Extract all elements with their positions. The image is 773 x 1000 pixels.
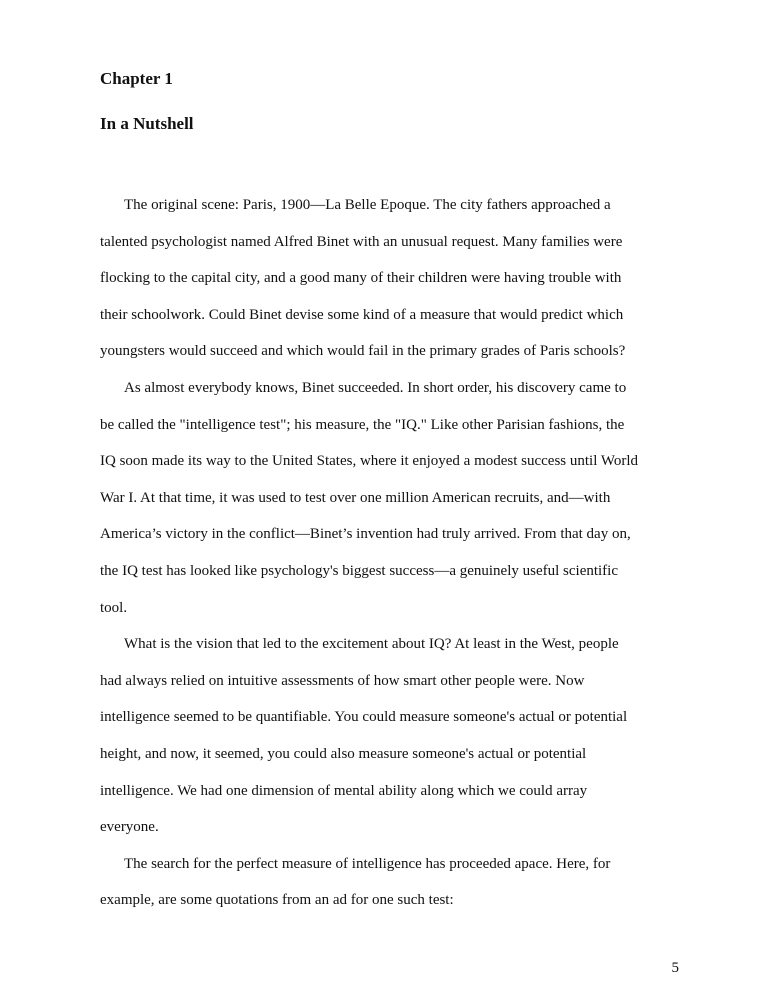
- text-line: their schoolwork. Could Binet devise some kind of a measure that would predict which: [100, 306, 624, 323]
- text-line: intelligence seemed to be quantifiable. You could measure someone's actual or potential: [100, 709, 628, 726]
- text-line: talented psychologist named Alfred Binet with an unusual request. Many families were: [100, 233, 623, 250]
- text-line: height, and now, it seemed, you could also measure someone's actual or potential: [100, 745, 587, 762]
- page-number: 5: [671, 960, 679, 976]
- text-line: intelligence. We had one dimension of mental ability along which we could array: [100, 782, 588, 799]
- text-line: the IQ test has looked like psychology's biggest success—a genuinely useful scientific: [100, 562, 619, 579]
- text-line: War I. At that time, it was used to test over one million American recruits, and—with: [100, 489, 611, 506]
- text-line: flocking to the capital city, and a good many of their children were having trouble with: [100, 270, 622, 287]
- text-line: be called the "intelligence test"; his measure, the "IQ." Like other Parisian fashions, the: [100, 416, 625, 433]
- body-text: [100, 187, 680, 919]
- text-line: The search for the perfect measure of intelligence has proceeded apace. Here, for: [124, 855, 611, 872]
- text-line: tool.: [100, 599, 128, 616]
- text-line: example, are some quotations from an ad for one such test:: [100, 892, 454, 909]
- text-line: The original scene: Paris, 1900—La Belle Epoque. The city fathers approached a: [124, 197, 611, 213]
- text-line: youngsters would succeed and which would fail in the primary grades of Paris schools?: [100, 343, 626, 360]
- text-line: had always relied on intuitive assessments of how smart other people were. Now: [100, 672, 585, 689]
- text-line: As almost everybody knows, Binet succeeded. In short order, his discovery came to: [124, 379, 627, 396]
- text-line: IQ soon made its way to the United States, where it enjoyed a modest success until World: [100, 453, 638, 470]
- chapter-label: Chapter 1: [100, 69, 173, 88]
- text-line: everyone.: [100, 819, 159, 836]
- chapter-title: In a Nutshell: [100, 114, 194, 133]
- text-line: America’s victory in the conflict—Binet’s invention had truly arrived. From that day on,: [100, 526, 631, 543]
- text-line: What is the vision that led to the excitement about IQ? At least in the West, people: [124, 636, 619, 653]
